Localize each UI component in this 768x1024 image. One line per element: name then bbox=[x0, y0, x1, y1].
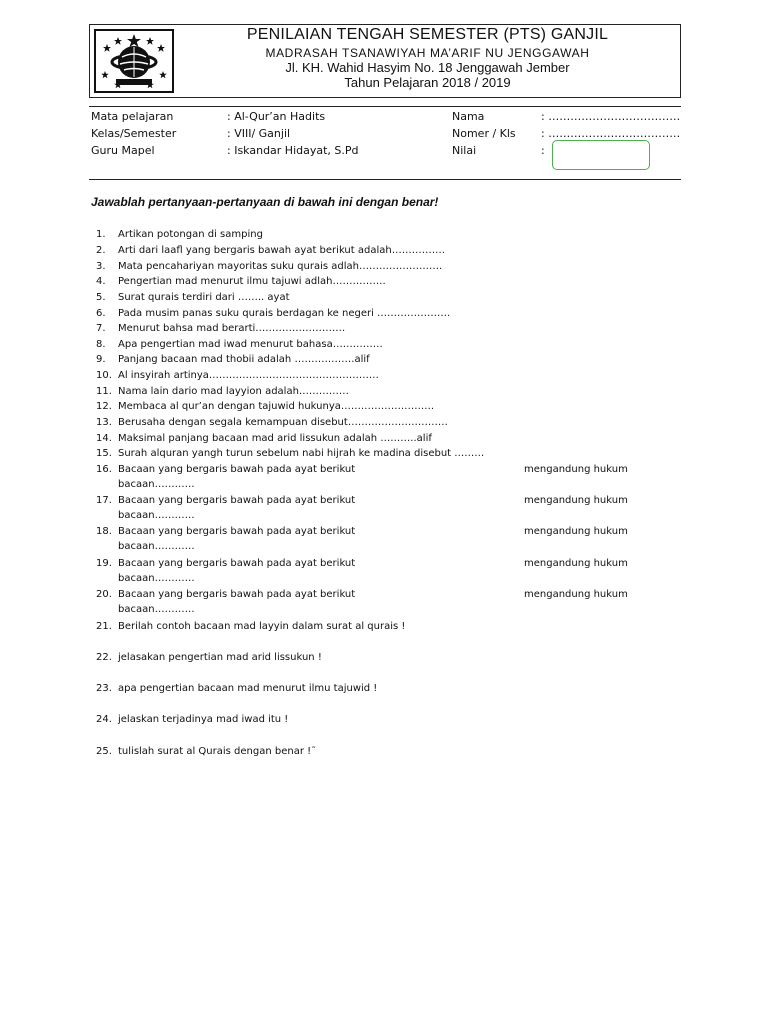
question-item bbox=[96, 621, 696, 636]
question-text: Pengertian mad menurut ilmu tajuwi adlah……………. bbox=[118, 276, 386, 287]
question-item bbox=[96, 652, 696, 667]
question-text: Surat qurais terdiri dari …….. ayat bbox=[118, 292, 290, 303]
teacher-value: : Iskandar Hidayat, S.Pd bbox=[227, 144, 359, 157]
subject-label: Mata pelajaran bbox=[91, 110, 174, 123]
question-item bbox=[96, 464, 696, 494]
question-text: jelaskan terjadinya mad iwad itu ! bbox=[118, 714, 289, 725]
question-text: Arti dari laafl yang bergaris bawah ayat berikut adalah……………. bbox=[118, 245, 445, 256]
question-answer-blank: bacaan………… bbox=[118, 510, 195, 521]
question-item bbox=[96, 448, 696, 463]
question-text: apa pengertian bacaan mad menurut ilmu tajuwid ! bbox=[118, 683, 378, 694]
info-top-divider bbox=[89, 106, 681, 107]
question-number: 12. bbox=[96, 401, 112, 412]
nu-logo bbox=[94, 29, 174, 93]
question-text: Mata pencahariyan mayoritas suku qurais adlah……………………. bbox=[118, 261, 443, 272]
question-text: Bacaan yang bergaris bawah pada ayat berikut bbox=[118, 495, 356, 506]
instruction: Jawablah pertanyaan-pertanyaan di bawah ini dengan benar! bbox=[91, 195, 439, 209]
question-number: 13. bbox=[96, 417, 112, 428]
class-value: : VIII/ Ganjil bbox=[227, 127, 291, 140]
student-name-field[interactable]: : ……………………………… bbox=[541, 110, 681, 123]
question-number: 3. bbox=[96, 261, 106, 272]
question-item bbox=[96, 683, 696, 698]
question-number: 23. bbox=[96, 683, 112, 694]
question-number: 18. bbox=[96, 526, 112, 537]
question-number: 25. bbox=[96, 746, 112, 757]
question-text-continued: mengandung hukum bbox=[524, 495, 628, 506]
question-text: Surah alquran yangh turun sebelum nabi hijrah ke madina disebut ……… bbox=[118, 448, 485, 459]
question-number: 19. bbox=[96, 558, 112, 569]
academic-year: Tahun Pelajaran 2018 / 2019 bbox=[344, 75, 511, 90]
class-label: Kelas/Semester bbox=[91, 127, 177, 140]
score-box[interactable] bbox=[552, 140, 650, 170]
question-item bbox=[96, 495, 696, 525]
question-item bbox=[96, 354, 696, 369]
question-text: Bacaan yang bergaris bawah pada ayat berikut bbox=[118, 558, 356, 569]
question-text-continued: mengandung hukum bbox=[524, 464, 628, 475]
question-number: 5. bbox=[96, 292, 106, 303]
question-item bbox=[96, 746, 696, 761]
question-text: jelasakan pengertian mad arid lissukun ! bbox=[118, 652, 322, 663]
exam-title: PENILAIAN TENGAH SEMESTER (PTS) GANJIL bbox=[246, 26, 609, 43]
student-number-field[interactable]: : ……………………………… bbox=[541, 127, 681, 140]
question-item bbox=[96, 245, 696, 260]
question-number: 7. bbox=[96, 323, 106, 334]
question-item bbox=[96, 339, 696, 354]
question-item bbox=[96, 308, 696, 323]
question-text: Bacaan yang bergaris bawah pada ayat berikut bbox=[118, 589, 356, 600]
question-text-continued: mengandung hukum bbox=[524, 558, 628, 569]
question-item bbox=[96, 261, 696, 276]
question-item bbox=[96, 558, 696, 588]
question-text: Berilah contoh bacaan mad layyin dalam surat al qurais ! bbox=[118, 621, 406, 632]
question-text: Bacaan yang bergaris bawah pada ayat berikut bbox=[118, 526, 356, 537]
question-item bbox=[96, 417, 696, 432]
question-item bbox=[96, 292, 696, 307]
school-address: Jl. KH. Wahid Hasyim No. 18 Jenggawah Jember bbox=[285, 60, 570, 75]
question-number: 6. bbox=[96, 308, 106, 319]
question-answer-blank: bacaan………… bbox=[118, 541, 195, 552]
school-name: MADRASAH TSANAWIYAH MA’ARIF NU JENGGAWAH bbox=[265, 46, 590, 60]
question-text-continued: mengandung hukum bbox=[524, 526, 628, 537]
subject-value: : Al-Qur’an Hadits bbox=[227, 110, 326, 123]
question-item bbox=[96, 386, 696, 401]
question-number: 15. bbox=[96, 448, 112, 459]
question-number: 9. bbox=[96, 354, 106, 365]
question-item bbox=[96, 323, 696, 338]
nu-globe-stars-logo-icon bbox=[96, 31, 172, 91]
question-number: 24. bbox=[96, 714, 112, 725]
question-number: 14. bbox=[96, 433, 112, 444]
question-number: 16. bbox=[96, 464, 112, 475]
question-text: Al insyirah artinya…………………………………………… bbox=[118, 370, 379, 381]
question-text-continued: mengandung hukum bbox=[524, 589, 628, 600]
question-answer-blank: bacaan………… bbox=[118, 604, 195, 615]
question-text: Bacaan yang bergaris bawah pada ayat berikut bbox=[118, 464, 356, 475]
question-number: 21. bbox=[96, 621, 112, 632]
question-item bbox=[96, 589, 696, 619]
question-item bbox=[96, 433, 696, 448]
question-number: 10. bbox=[96, 370, 112, 381]
question-text: Membaca al qur’an dengan tajuwid hukunya………………………. bbox=[118, 401, 435, 412]
question-text: Panjang bacaan mad thobii adalah ………………alif bbox=[118, 354, 370, 365]
question-item bbox=[96, 401, 696, 416]
student-number-label: Nomer / Kls bbox=[452, 127, 516, 140]
question-answer-blank: bacaan………… bbox=[118, 573, 195, 584]
question-number: 2. bbox=[96, 245, 106, 256]
question-number: 11. bbox=[96, 386, 112, 397]
question-text: Menurut bahsa mad berarti……………………… bbox=[118, 323, 346, 334]
question-text: Nama lain dario mad layyion adalah…………… bbox=[118, 386, 349, 397]
question-item bbox=[96, 229, 696, 244]
question-text: Maksimal panjang bacaan mad arid lissukun adalah ………..alif bbox=[118, 433, 432, 444]
question-number: 8. bbox=[96, 339, 106, 350]
score-label: Nilai bbox=[452, 144, 477, 157]
question-number: 4. bbox=[96, 276, 106, 287]
question-item bbox=[96, 370, 696, 385]
question-answer-blank: bacaan………… bbox=[118, 479, 195, 490]
question-item bbox=[96, 526, 696, 556]
student-name-label: Nama bbox=[452, 110, 485, 123]
question-text: Berusaha dengan segala kemampuan disebut………………………… bbox=[118, 417, 448, 428]
info-bottom-divider bbox=[89, 179, 681, 180]
question-number: 1. bbox=[96, 229, 106, 240]
question-text: Artikan potongan di samping bbox=[118, 229, 263, 240]
question-text: Apa pengertian mad iwad menurut bahasa…………… bbox=[118, 339, 383, 350]
question-text: Pada musim panas suku qurais berdagan ke negeri …………………. bbox=[118, 308, 451, 319]
score-colon: : bbox=[541, 144, 545, 157]
question-item bbox=[96, 714, 696, 729]
question-number: 17. bbox=[96, 495, 112, 506]
teacher-label: Guru Mapel bbox=[91, 144, 155, 157]
question-number: 22. bbox=[96, 652, 112, 663]
question-text: tulislah surat al Qurais dengan benar !˜ bbox=[118, 746, 317, 757]
question-item bbox=[96, 276, 696, 291]
question-number: 20. bbox=[96, 589, 112, 600]
